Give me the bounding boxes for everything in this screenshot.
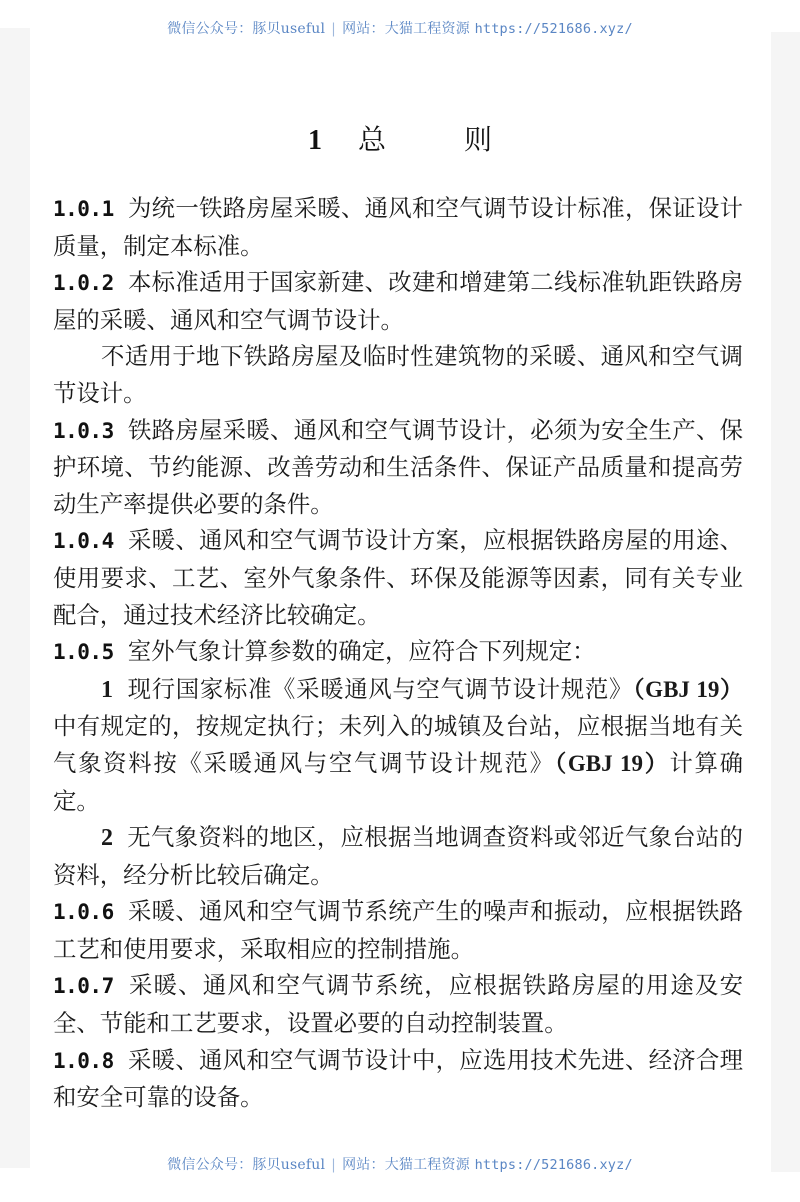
watermark-wechat: 微信公众号：豚贝useful [167,21,326,37]
clause-number: 1.0.1 [53,197,114,221]
clause-text: 采暖、通风和空气调节系统产生的噪声和振动，应根据铁路工艺和使用要求，采取相应的控制措施。 [53,897,743,963]
clause-number: 1.0.8 [53,1048,114,1073]
clause-text: 为统一铁路房屋采暖、通风和空气调节设计标准，保证设计质量，制定本标准。 [53,194,743,260]
clause-number: 1.0.7 [53,974,114,999]
standard-reference: （GBJ 19） [554,750,670,776]
watermark-separator: | [331,21,337,37]
clause-number: 1.0.5 [53,640,114,665]
clause-text: 铁路房屋采暖、通风和空气调节设计，必须为安全生产、保护环境、节约能源、改善劳动和生活条件、保证产品质量和提高劳动生产率提供必要的条件。 [53,415,743,518]
document-body [53,190,743,1116]
watermark-url[interactable]: https://521686.xyz/ [474,1157,633,1173]
watermark-url[interactable]: https://521686.xyz/ [474,21,633,37]
clause-number: 1.0.6 [53,900,114,925]
clause-number: 1.0.2 [53,271,114,296]
clause-text: 不适用于地下铁路房屋及临时性建筑物的采暖、通风和空气调节设计。 [53,342,743,407]
clause-text: 本标准适用于国家新建、改建和增建第二线标准轨距铁路房屋的采暖、通风和空气调节设计。 [53,268,743,334]
watermark-site-label: 网站：大猫工程资源 [342,21,470,37]
clause-text: 采暖、通风和空气调节设计方案，应根据铁路房屋的用途、使用要求、工艺、室外气象条件、环保及能源等因素，同有关专业配合，通过技术经济比较确定。 [53,526,743,629]
page-margin-left [0,28,30,1168]
clause-text: 采暖、通风和空气调节设计中，应选用技术先进、经济合理和安全可靠的设备。 [53,1045,743,1112]
clause-1-0-5-item-2 [53,819,743,893]
clause-text: 室外气象计算参数的确定，应符合下列规定： [127,637,596,666]
clause-number: 1.0.4 [53,529,114,554]
clause-1-0-5 [53,633,743,671]
chapter-title [0,118,800,158]
item-text-part-3: 计算确定。 [53,748,744,815]
clause-1-0-2-exclusion [53,338,743,411]
clause-number: 1.0.3 [53,418,114,443]
item-number: 1 [101,676,113,703]
watermark-header [0,18,800,38]
chapter-number: 1 [307,125,322,156]
clause-1-0-7 [53,967,743,1041]
clause-1-0-3 [53,412,743,523]
item-text-part-2: 中有规定的，按规定执行；未列入的城镇及台站，应根据当地有关气象资料按《采暖通风与空气调节设计规范》 [53,712,743,777]
item-text: 无气象资料的地区，应根据当地调查资料或邻近气象台站的资料，经分析比较后确定。 [53,823,743,889]
watermark-site-label: 网站：大猫工程资源 [342,1157,470,1173]
clause-1-0-8 [53,1042,743,1116]
watermark-separator: | [331,1157,337,1173]
chapter-title-char-2: 则 [464,123,493,156]
item-number: 2 [101,825,113,852]
item-text-part-1: 现行国家标准《采暖通风与空气调节设计规范》 [127,674,633,703]
clause-1-0-2 [53,264,743,338]
clause-1-0-1 [53,190,743,264]
watermark-wechat: 微信公众号：豚贝useful [167,1157,326,1173]
clause-1-0-6 [53,893,743,967]
clause-1-0-5-item-1 [53,671,743,819]
standard-reference: （GBJ 19） [633,676,743,702]
page-margin-right [771,32,800,1172]
clause-text: 采暖、通风和空气调节系统，应根据铁路房屋的用途及安全、节能和工艺要求，设置必要的自动控制装置。 [53,971,743,1038]
watermark-footer [0,1154,800,1174]
chapter-title-char-1: 总 [357,123,386,156]
clause-1-0-4 [53,522,743,633]
